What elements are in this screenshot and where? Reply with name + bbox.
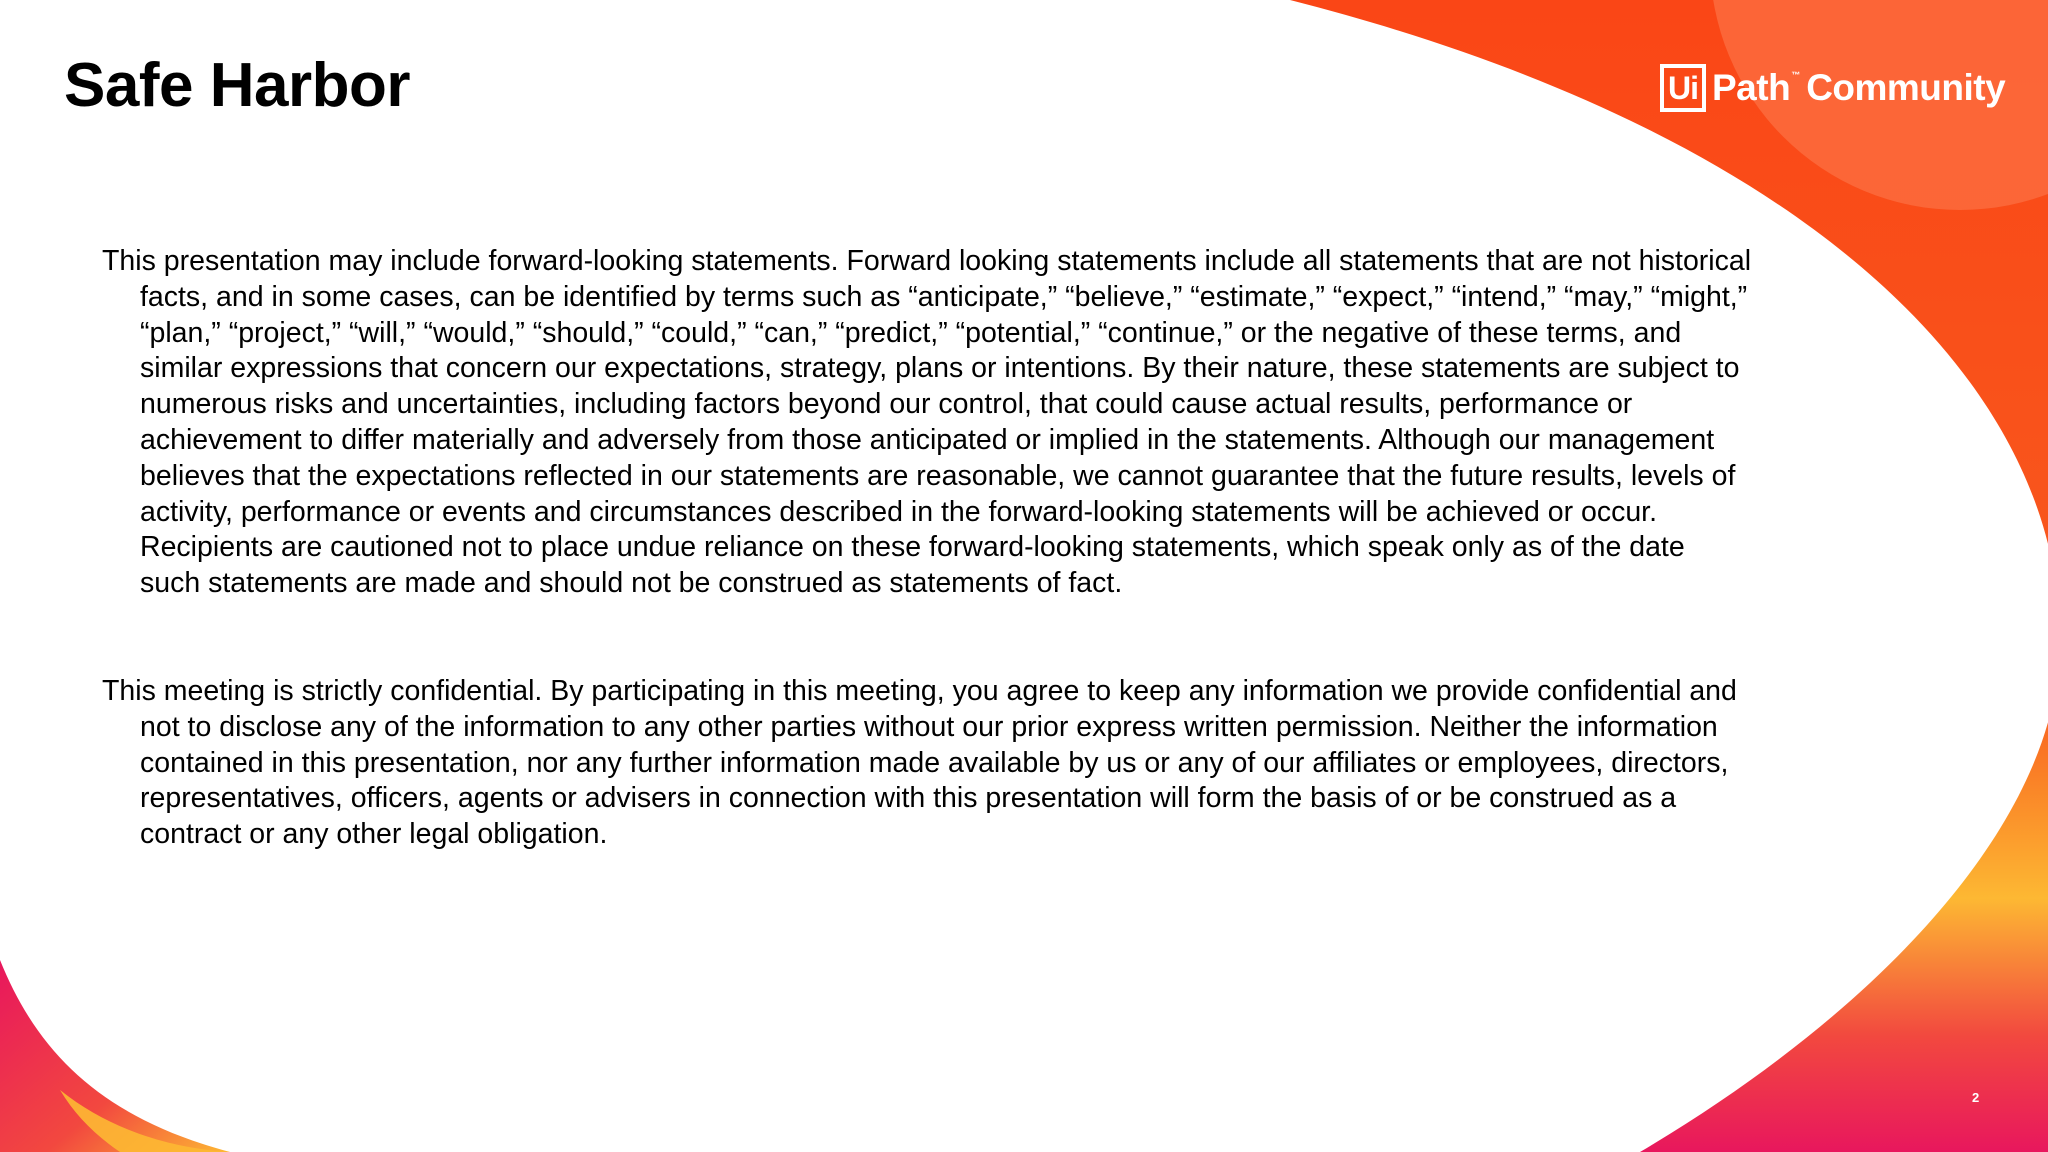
confidentiality-paragraph: This meeting is strictly confidential. By participating in this meeting, you agree to keep any information we provide confidential and not to disclose any of the information to any other parties without our prior express written permission. Neither the information contained in this presentation, nor any further information made available by us or any of our affiliates or employees, directors, representatives, officers, agents or advisers in connection with this presentation will form the basis of or be construed as a contract or any other legal obligation. [102,674,1737,851]
bottom-left-swoosh-shape [0,960,230,1152]
logo-path-text: Path [1712,67,1791,108]
logo-ui-box: Ui [1660,64,1706,112]
logo-trademark: ™ [1791,70,1801,80]
slide-body [102,244,1752,853]
forward-looking-paragraph: This presentation may include forward-looking statements. Forward looking statements include all statements that are not historical facts, and in some cases, can be identified by terms such as “anticipate,” “believe,” “estimate,” “expect,” “intend,” “may,” “might,” “plan,” “project,” “will,” “would,” “should,” “could,” “can,” “predict,” “potential,” “continue,” or the negative of these terms, and similar expressions that concern our expectations, strategy, plans or intentions. By their nature, these statements are subject to numerous risks and uncertainties, including factors beyond our control, that could cause actual results, performance or achievement to differ materially and adversely from those anticipated or implied in the statements. Although our management believes that the expectations reflected in our statements are reasonable, we cannot guarantee that the future results, levels of activity, performance or events and circumstances described in the forward-looking statements will be achieved or occur. Recipients are cautioned not to place undue reliance on these forward-looking statements, which speak only as of the date such statements are made and should not be construed as statements of fact. [102,245,1752,600]
page-number: 2 [1972,1090,1980,1105]
uipath-community-logo [1660,62,2005,114]
slide-title: Safe Harbor [64,51,410,120]
logo-community-text: Community [1806,67,2006,108]
